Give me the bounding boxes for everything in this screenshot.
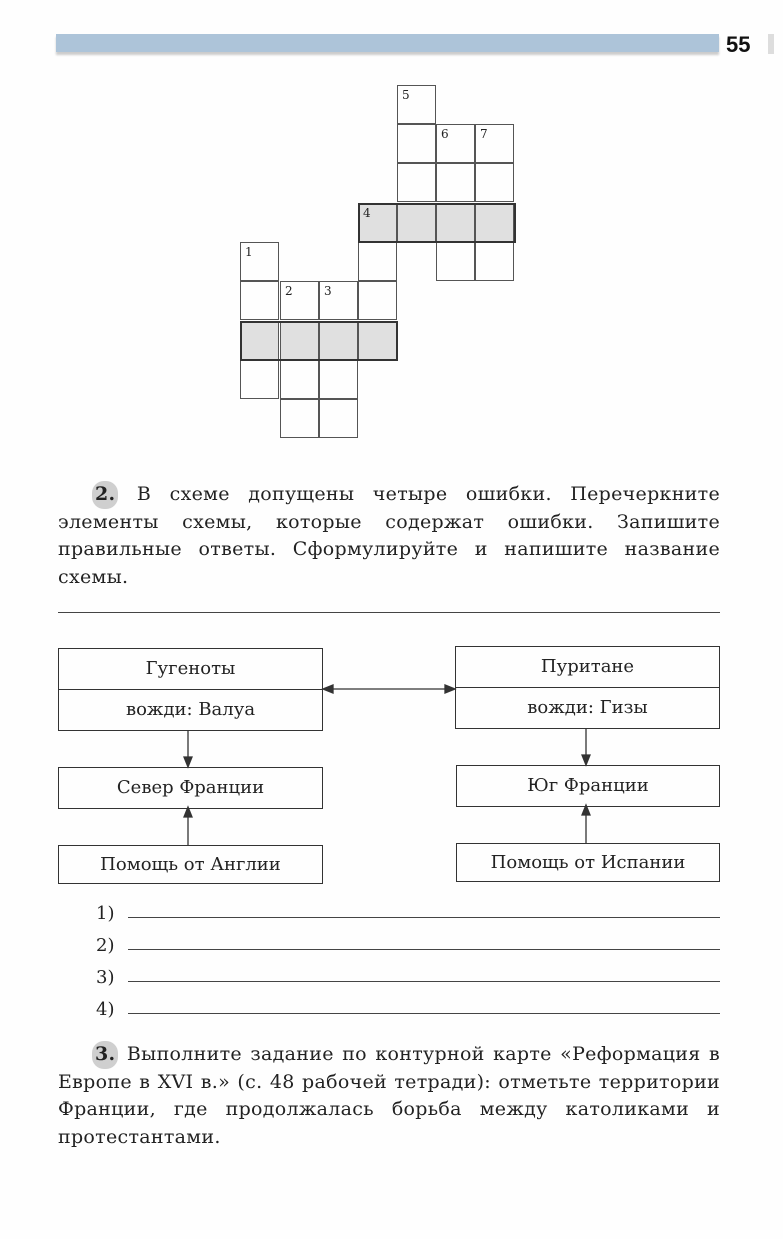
answer-line[interactable] [128, 949, 720, 950]
right-region: Юг Франции [527, 775, 649, 796]
answer-line[interactable] [128, 917, 720, 918]
clue-number: 3 [324, 284, 332, 298]
left-region: Север Франции [116, 777, 265, 798]
answer-line[interactable] [128, 981, 720, 982]
task-3-body: Выполните задание по контурной карте «Реформация в Европе в XVI в.» (с. 48 рабочей тетради): отметьте территории Франции, где продолжалась борьба между католиками и протестантами. [58, 1043, 721, 1148]
left-title: Гугеноты [145, 658, 236, 679]
task-3-number: 3. [92, 1041, 118, 1069]
clue-number: 6 [441, 127, 449, 141]
answer-label: 1) [96, 903, 115, 924]
answer-label: 2) [96, 935, 115, 956]
task-2-number: 2. [92, 481, 118, 509]
right-title: Пуритане [540, 656, 635, 677]
clue-number: 2 [285, 284, 293, 298]
clue-number: 5 [402, 88, 410, 102]
arrow-head-left [323, 685, 333, 693]
left-leaders: вожди: Валуа [59, 689, 322, 730]
answer-label: 3) [96, 967, 115, 988]
clue-number: 1 [245, 245, 253, 259]
task-2-body: В схеме допущены четыре ошибки. Перечеркните элементы схемы, которые содержат ошибки. Запишите правильные ответы. Сформулируйте и напишите название схемы. [58, 483, 721, 588]
clue-number: 4 [363, 206, 371, 220]
right-help: Помощь от Испании [490, 852, 686, 873]
left-help: Помощь от Англии [100, 854, 281, 875]
task-3-text [58, 1041, 720, 1151]
right-leaders: вожди: Гизы [456, 687, 719, 728]
answer-line[interactable] [128, 1013, 720, 1014]
arrow-head-right [445, 685, 455, 693]
clue-number: 7 [480, 127, 488, 141]
answer-label: 4) [96, 999, 115, 1020]
page-number: 55 [726, 32, 751, 57]
